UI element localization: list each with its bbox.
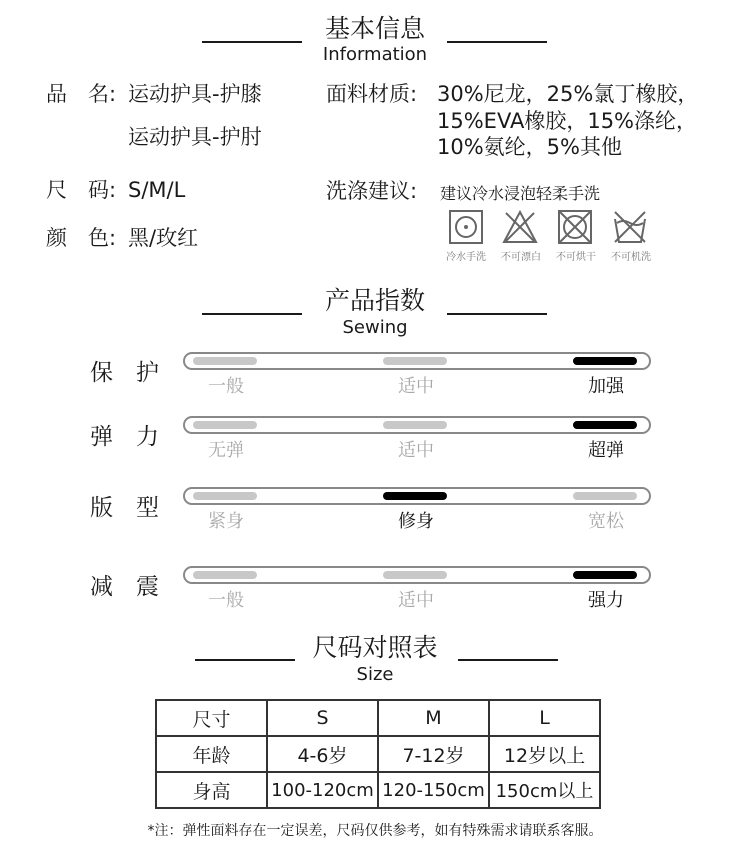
table-row xyxy=(156,736,600,772)
rating-segment-selected xyxy=(573,421,637,429)
section-subtitle-info: Information xyxy=(322,44,428,65)
table-cell: 12岁以上 xyxy=(489,736,600,772)
rating-label: 保 护 xyxy=(90,360,159,386)
rating-option: 修身 xyxy=(398,511,434,532)
table-cell: 4-6岁 xyxy=(267,736,378,772)
no-machine-wash-icon xyxy=(612,209,648,245)
rating-option: 一般 xyxy=(208,376,244,397)
care-caption-4: 不可机洗 xyxy=(611,252,651,263)
rating-segment xyxy=(193,571,257,579)
table-row xyxy=(156,772,600,808)
rating-segment xyxy=(383,357,447,365)
rating-segment xyxy=(383,421,447,429)
table-cell: 年龄 xyxy=(156,736,267,772)
rating-segment xyxy=(573,492,637,500)
name-value-1: 运动护具-护膝 xyxy=(128,82,262,106)
rating-segment-selected xyxy=(573,571,637,579)
rating-option: 紧身 xyxy=(208,511,244,532)
section-title-size: 尺码对照表 xyxy=(312,633,438,662)
size-label: 尺 码: xyxy=(46,178,117,202)
rating-option: 超弹 xyxy=(588,440,624,461)
table-row xyxy=(156,700,600,736)
table-cell: 120-150cm xyxy=(378,772,489,808)
material-line-1: 30%尼龙，25%氯丁橡胶， xyxy=(437,82,699,106)
section-title-sewing: 产品指数 xyxy=(324,286,425,315)
rating-track xyxy=(183,416,651,434)
name-label: 品 名: xyxy=(46,82,117,106)
name-value-2: 运动护具-护肘 xyxy=(128,125,262,149)
section-subtitle-size: Size xyxy=(356,664,394,685)
rating-option: 加强 xyxy=(588,376,624,397)
footnote: *注：弹性面料存在一定误差，尺码仅供参考，如有特殊需求请联系客服。 xyxy=(147,823,603,839)
section-title-info: 基本信息 xyxy=(324,14,425,43)
table-cell: 100-120cm xyxy=(267,772,378,808)
care-caption-1: 冷水手洗 xyxy=(446,252,486,263)
material-line-3: 10%氨纶，5%其他 xyxy=(437,135,622,159)
size-value: S/M/L xyxy=(128,178,186,202)
rating-segment xyxy=(193,357,257,365)
hand-wash-cold-icon xyxy=(448,209,484,245)
table-cell: 身高 xyxy=(156,772,267,808)
rating-track xyxy=(183,566,651,584)
rating-option: 适中 xyxy=(398,440,434,461)
material-label: 面料材质: xyxy=(326,82,418,106)
rating-track xyxy=(183,487,651,505)
table-header-cell: S xyxy=(267,700,378,736)
rating-segment-selected xyxy=(383,492,447,500)
rating-option: 强力 xyxy=(588,590,624,611)
color-label: 颜 色: xyxy=(46,226,117,250)
care-caption-3: 不可烘干 xyxy=(556,252,596,263)
color-value: 黑/玫红 xyxy=(128,226,199,250)
rating-track xyxy=(183,352,651,370)
material-line-2: 15%EVA橡胶，15%涤纶， xyxy=(437,109,698,133)
table-header-cell: 尺寸 xyxy=(156,700,267,736)
rating-option: 适中 xyxy=(398,376,434,397)
table-cell: 7-12岁 xyxy=(378,736,489,772)
rating-option: 宽松 xyxy=(588,511,624,532)
no-tumble-dry-icon xyxy=(557,209,593,245)
rating-option: 适中 xyxy=(398,590,434,611)
table-header-cell: L xyxy=(489,700,600,736)
no-bleach-icon xyxy=(502,209,538,245)
rating-label: 弹 力 xyxy=(90,424,159,450)
rating-segment-selected xyxy=(573,357,637,365)
rating-option: 无弹 xyxy=(208,440,244,461)
section-subtitle-sewing: Sewing xyxy=(342,317,408,338)
wash-label: 洗涤建议: xyxy=(326,179,418,203)
rating-option: 一般 xyxy=(208,590,244,611)
table-cell: 150cm以上 xyxy=(489,772,600,808)
size-table xyxy=(155,699,601,809)
rating-label: 减 震 xyxy=(90,574,159,600)
rating-segment xyxy=(193,492,257,500)
wash-value: 建议冷水浸泡轻柔手洗 xyxy=(440,184,601,203)
rating-segment xyxy=(383,571,447,579)
table-header-cell: M xyxy=(378,700,489,736)
rating-segment xyxy=(193,421,257,429)
care-caption-2: 不可漂白 xyxy=(501,252,541,263)
rating-label: 版 型 xyxy=(90,495,159,521)
